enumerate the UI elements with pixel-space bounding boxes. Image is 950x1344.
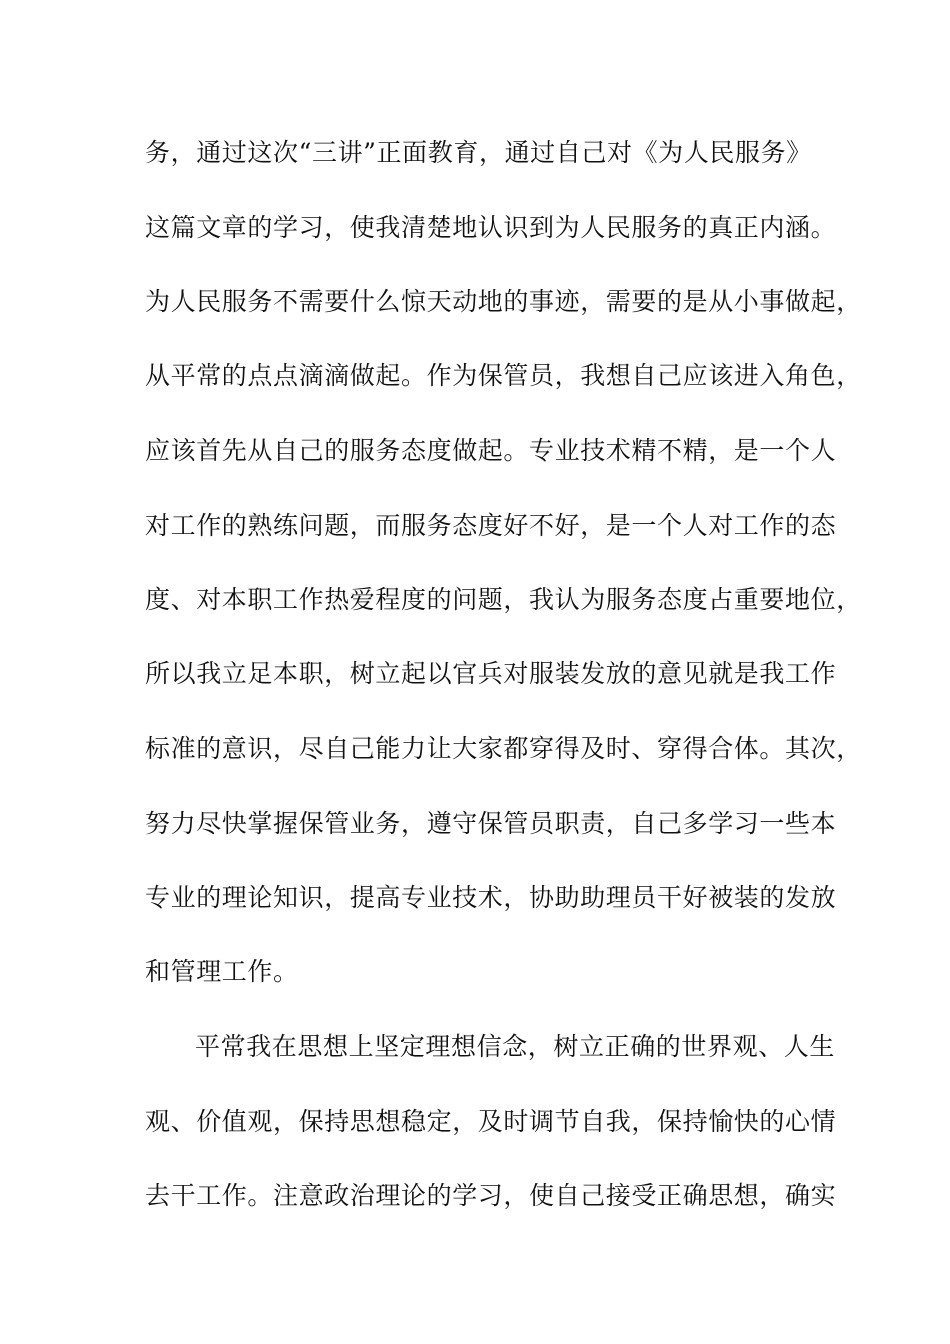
text-line: 务，通过这次“三讲”正面教育，通过自己对《为人民服务》 [145, 138, 812, 167]
text-line: 为人民服务不需要什么惊天动地的事迹，需要的是从小事做起， [145, 287, 862, 316]
text-line: 去干工作。注意政治理论的学习，使自己接受正确思想，确实 [145, 1181, 837, 1210]
text-line: 观、价值观，保持思想稳定，及时调节自我，保持愉快的心情 [145, 1107, 837, 1136]
text-line: 和管理工作。 [145, 957, 299, 986]
text-line: 努力尽快掌握保管业务，遵守保管员职责，自己多学习一些本 [145, 809, 837, 838]
text-line: 标准的意识，尽自己能力让大家都穿得及时、穿得合体。其次， [145, 734, 862, 763]
text-line: 从平常的点点滴滴做起。作为保管员，我想自己应该进入角色， [145, 361, 862, 390]
text-line: 度、对本职工作热爱程度的问题，我认为服务态度占重要地位， [145, 585, 862, 614]
text-line: 这篇文章的学习，使我清楚地认识到为人民服务的真正内涵。 [145, 213, 837, 242]
text-line: 应该首先从自己的服务态度做起。专业技术精不精，是一个人 [145, 436, 837, 465]
text-line-indented: 平常我在思想上坚定理想信念，树立正确的世界观、人生 [195, 1032, 836, 1061]
text-line: 所以我立足本职，树立起以官兵对服装发放的意见就是我工作 [145, 659, 837, 688]
text-line: 对工作的熟练问题，而服务态度好不好，是一个人对工作的态 [145, 511, 837, 540]
text-line: 专业的理论知识，提高专业技术，协助助理员干好被装的发放 [145, 883, 837, 912]
